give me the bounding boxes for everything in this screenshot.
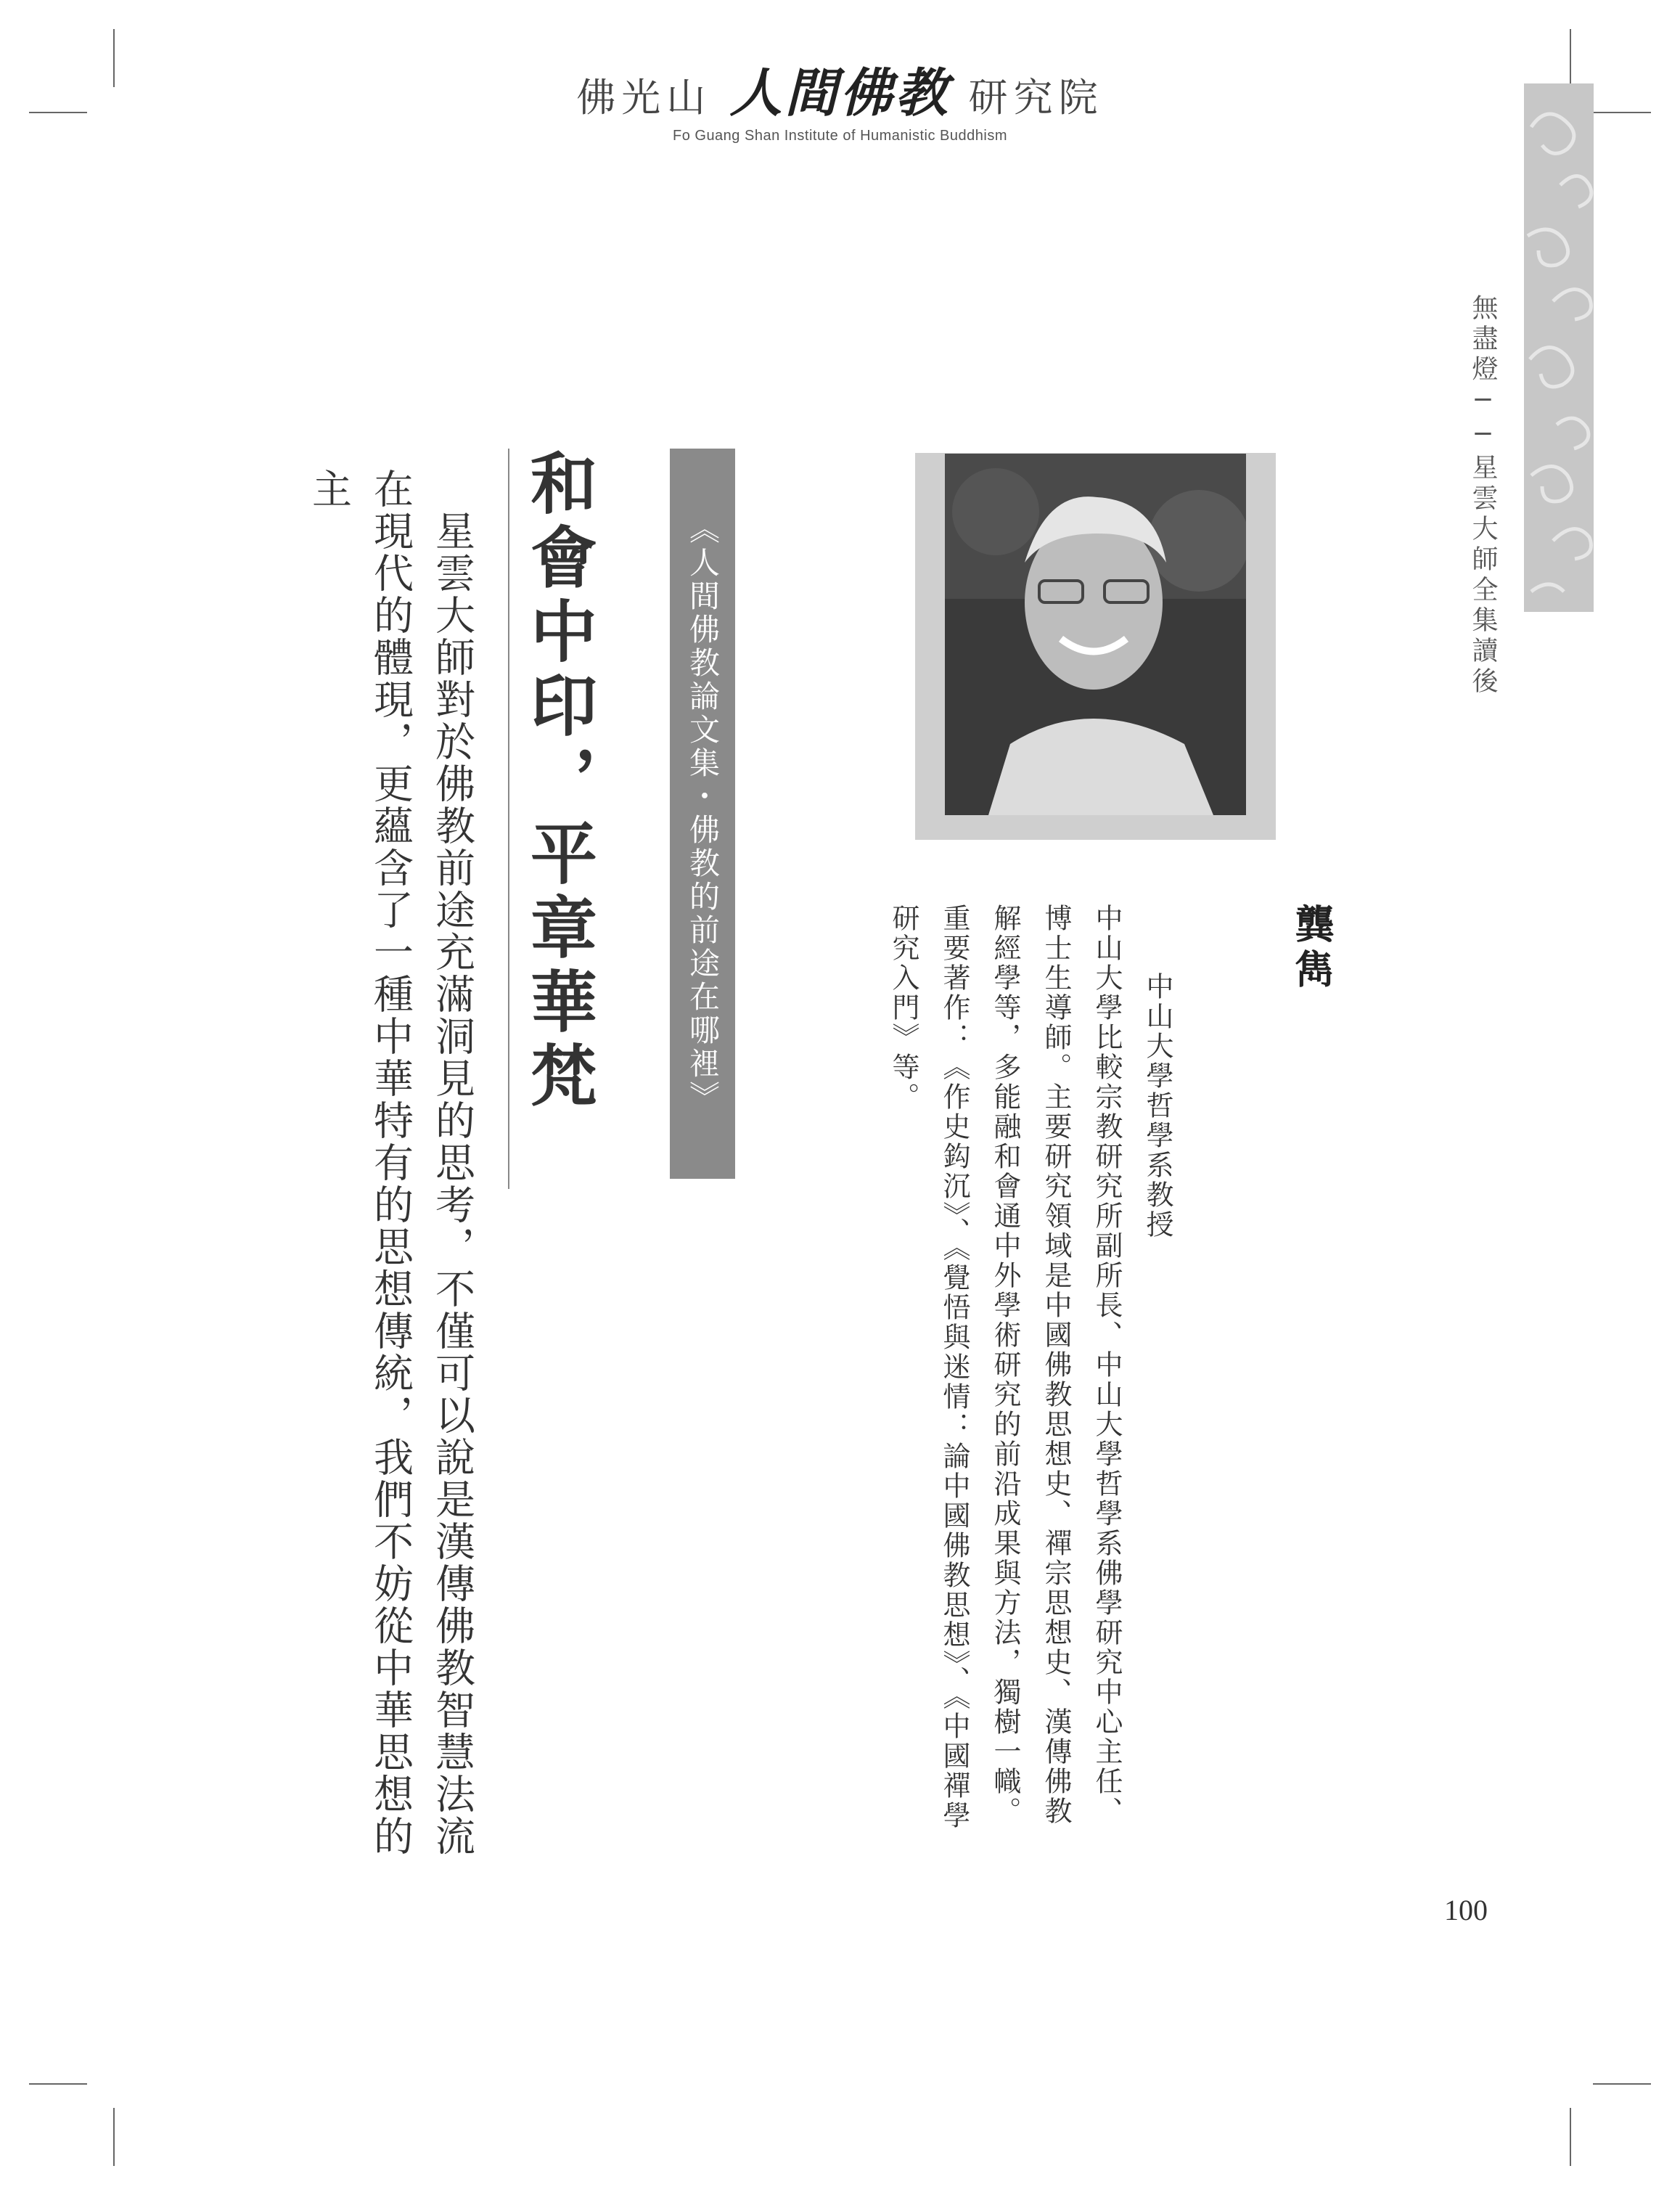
crop-mark	[29, 2083, 87, 2085]
crop-mark	[113, 2108, 115, 2166]
series-banner: 《人間佛教論文集・佛教的前途在哪裡》	[670, 449, 735, 1179]
institute-prefix: 佛光山	[576, 75, 712, 120]
cloud-pattern-icon	[1524, 83, 1594, 612]
article-body: 星雲大師對於佛教前途充滿洞見的思考，不僅可以說是漢傳佛教智慧法流在現代的體現，更蘊含了一種中華特有的思想傳統，我們不妨從中華思想的主	[306, 468, 475, 1857]
author-bio-text: 中山大學哲學系教授 中山大學比較宗教研究所副所長、中山大學哲學系佛學研究中心主任、博士生導師。主要研究領域是中國佛教思想史、禪宗思想史、漢傳佛教解經學等，多能融和會通中外學術研究的前沿成果與方法，獨樹一幟。 重要著作：《作史鈎沉》、《覺悟與迷情：論中國佛教思想》、《中國禪學研究入門》等。	[888, 904, 1173, 1831]
book-title: 無盡燈──星雲大師全集讀後	[1468, 294, 1498, 698]
institute-brand: 人間佛教	[729, 62, 951, 123]
institute-suffix: 研究院	[968, 75, 1104, 120]
crop-mark	[1593, 2083, 1651, 2085]
institute-english-name: Fo Guang Shan Institute of Humanistic Buddhism	[672, 128, 1007, 144]
author-photo	[945, 454, 1246, 815]
author-name: 龔雋	[1289, 904, 1335, 994]
author-bio	[856, 904, 1234, 1836]
author-portrait-icon	[945, 454, 1246, 815]
cloud-pattern-strip	[1524, 83, 1594, 612]
institute-name	[0, 51, 1680, 126]
page-number: 100	[1444, 1894, 1488, 1926]
article-title: 和會中印，平章華梵	[520, 449, 598, 1115]
page-header	[0, 51, 1680, 144]
title-divider	[508, 449, 509, 1189]
crop-mark	[1570, 2108, 1571, 2166]
